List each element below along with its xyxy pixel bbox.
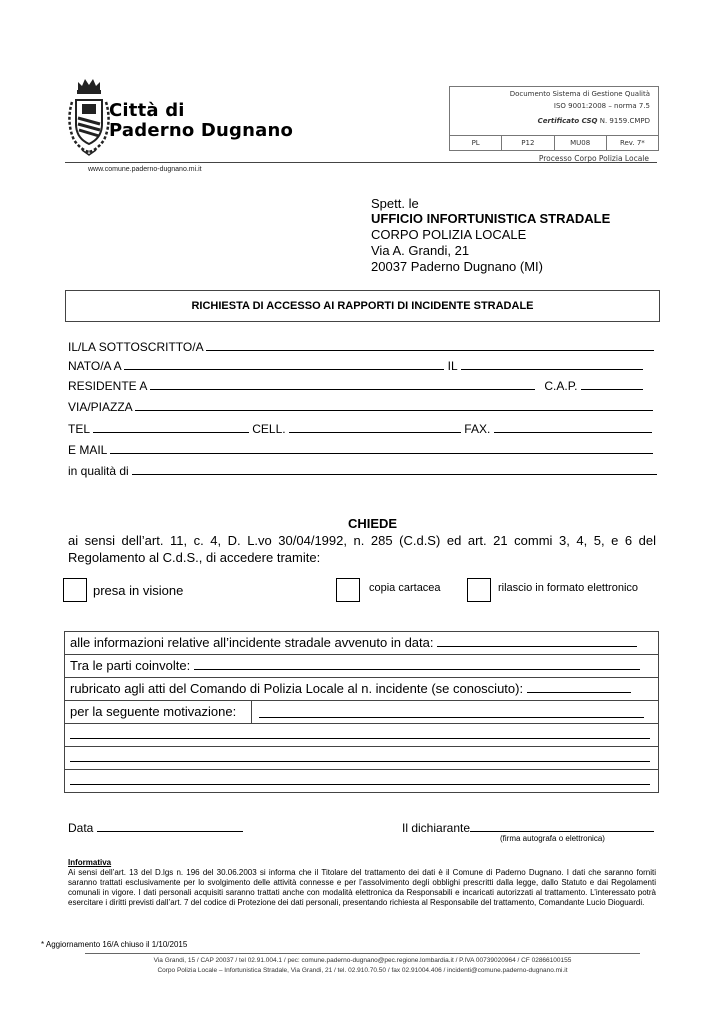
detail-row-motivation	[65, 701, 658, 724]
label-cell: CELL.	[252, 422, 286, 436]
update-note: * Aggiornamento 16/A chiuso il 1/10/2015	[41, 940, 188, 949]
incident-number-field[interactable]	[527, 679, 631, 693]
cell-field[interactable]	[289, 421, 461, 433]
footer-line1: Via Grandi, 15 / CAP 20037 / tel 02.91.004.1 / pec: comune.paderno-dugnano@pec.regione.lombardia.it / P.IVA 00739020964 / CF 02866100155	[153, 957, 572, 964]
detail-row-date	[65, 632, 658, 655]
tel-field[interactable]	[93, 421, 249, 433]
incident-details-table	[64, 631, 659, 793]
label-sottoscritto: IL/LA SOTTOSCRITTO/A	[68, 340, 203, 354]
code-cell: PL	[450, 136, 502, 150]
label-qualita: in qualità di	[68, 464, 129, 478]
request-text: ai sensi dell’art. 11, c. 4, D. L.vo 30/04/1992, n. 285 (C.d.S) ed art. 21 commi 3, 4, 5, e 6 del Regolamento al C.d.S., di accedere tramite:	[68, 533, 656, 565]
quality-box	[449, 86, 659, 136]
label-visione: presa in visione	[93, 583, 184, 598]
row-residente	[68, 378, 643, 393]
recipient-city: 20037 Paderno Dugnano (MI)	[371, 259, 544, 274]
checkbox-cartacea[interactable]	[336, 578, 360, 602]
motivation-line[interactable]	[70, 748, 650, 762]
recipient-corps: CORPO POLIZIA LOCALE	[371, 227, 527, 242]
label-email: E MAIL	[68, 443, 107, 457]
cert-number: N. 9159.CMPD	[599, 117, 650, 125]
row-email	[68, 442, 653, 457]
birthplace-field[interactable]	[124, 358, 444, 370]
row-sottoscritto	[68, 339, 654, 354]
label-cap: C.A.P.	[544, 379, 578, 393]
checkbox-elettronico[interactable]	[467, 578, 491, 602]
detail-row-parties	[65, 655, 658, 678]
label-incident-number: rubricato agli atti del Comando di Polizia Locale al n. incidente (se conosciuto):	[70, 681, 524, 696]
label-cartacea: copia cartacea	[369, 582, 441, 594]
motivation-field[interactable]	[259, 704, 644, 718]
privacy-text: Ai sensi dell’art. 13 del D.lgs n. 196 del 30.06.2003 si informa che il Titolare del trattamento dei dati è il Comune di Paderno Dugnano. I dati che saranno forniti saranno trattati esclusivamente per lo svolgimento delle attività connesse e per l’assolvimento degli obblighi prescritti dalla legge, dallo Statuto e dai Regolamenti comunali in vigore. I dati personali acquisiti saranno trattati anche con modalità elettronica da Responsabili e incaricati autorizzati al trattamento. L’interessato potrà esercitare i diritti previsti dall’art. 7 del codice di Protezione dei dati personali, presentando richiesta al Responsabile del trattamento, Comandante Lucio Dioguardi.	[68, 868, 656, 907]
firma-note: (firma autografa o elettronica)	[500, 834, 605, 843]
signature-field[interactable]	[470, 820, 654, 832]
row-qualita	[68, 463, 657, 478]
incident-date-field[interactable]	[437, 633, 637, 647]
label-dichiarante: Il dichiarante	[402, 821, 471, 835]
qualita-field[interactable]	[132, 463, 657, 475]
code-cell: Rev. 7*	[619, 139, 645, 147]
cap-field[interactable]	[581, 378, 643, 390]
cert-label: Certificato CSQ	[537, 117, 598, 125]
fax-field[interactable]	[494, 421, 652, 433]
code-cell: P12	[502, 136, 554, 150]
recipient-office: UFFICIO INFORTUNISTICA STRADALE	[371, 211, 611, 226]
checkbox-visione[interactable]	[63, 578, 87, 602]
label-tel: TEL	[68, 422, 90, 436]
footer-line2: Corpo Polizia Locale – Infortunistica Stradale, Via Grandi, 21 / tel. 02.910.70.50 / fax 02.91004.406 / incidenti@comune.paderno-dugnano.mi.it	[157, 967, 568, 974]
quality-cert	[538, 117, 650, 125]
quality-line1: Documento Sistema di Gestione Qualità	[509, 90, 650, 98]
sottoscritto-field[interactable]	[206, 339, 654, 351]
row-via	[68, 399, 653, 414]
row-contacts	[68, 421, 652, 436]
label-residente: RESIDENTE A	[68, 379, 147, 393]
row-dichiarante	[402, 820, 654, 835]
label-il: IL	[447, 359, 458, 373]
street-field[interactable]	[135, 399, 653, 411]
parties-field[interactable]	[194, 656, 640, 670]
motivation-line[interactable]	[70, 725, 650, 739]
label-parties: Tra le parti coinvolte:	[70, 658, 191, 673]
email-field[interactable]	[110, 442, 653, 454]
label-fax: FAX.	[464, 422, 491, 436]
website-link[interactable]: www.comune.paderno-dugnano.mi.it	[88, 166, 202, 173]
label-nato: NATO/A A	[68, 359, 121, 373]
city-name-line1: Città di	[109, 100, 185, 121]
detail-row-number	[65, 678, 658, 701]
quality-codes-table	[449, 135, 659, 151]
code-cell: MU08	[555, 136, 607, 150]
form-title: RICHIESTA DI ACCESSO AI RAPPORTI DI INCIDENTE STRADALE	[65, 290, 660, 322]
detail-row-blank	[65, 747, 658, 770]
label-data: Data	[68, 821, 94, 835]
motivation-line[interactable]	[70, 771, 650, 785]
chiede-heading: CHIEDE	[347, 516, 398, 531]
cell-divider	[251, 701, 252, 723]
quality-line2: ISO 9001:2008 – norma 7.5	[553, 102, 650, 110]
label-incident-date: alle informazioni relative all’incidente stradale avvenuto in data:	[70, 635, 434, 650]
residence-field[interactable]	[150, 378, 535, 390]
coat-of-arms-logo	[64, 76, 114, 158]
recipient-street: Via A. Grandi, 21	[371, 243, 470, 258]
detail-row-blank	[65, 724, 658, 747]
process-label: Processo Corpo Polizia Locale	[538, 154, 649, 163]
label-via: VIA/PIAZZA	[68, 400, 133, 414]
date-field[interactable]	[97, 820, 243, 832]
privacy-notice	[68, 858, 656, 908]
row-date	[68, 820, 243, 835]
label-elettronico: rilascio in formato elettronico	[498, 582, 639, 594]
row-nato	[68, 358, 643, 373]
detail-row-blank	[65, 770, 658, 792]
privacy-title: Informativa	[68, 858, 112, 867]
label-motivation: per la seguente motivazione:	[70, 704, 237, 719]
footer-divider	[85, 953, 640, 954]
recipient-salutation: Spett. le	[371, 196, 419, 211]
birthdate-field[interactable]	[461, 358, 643, 370]
city-name-line2: Paderno Dugnano	[109, 120, 294, 141]
